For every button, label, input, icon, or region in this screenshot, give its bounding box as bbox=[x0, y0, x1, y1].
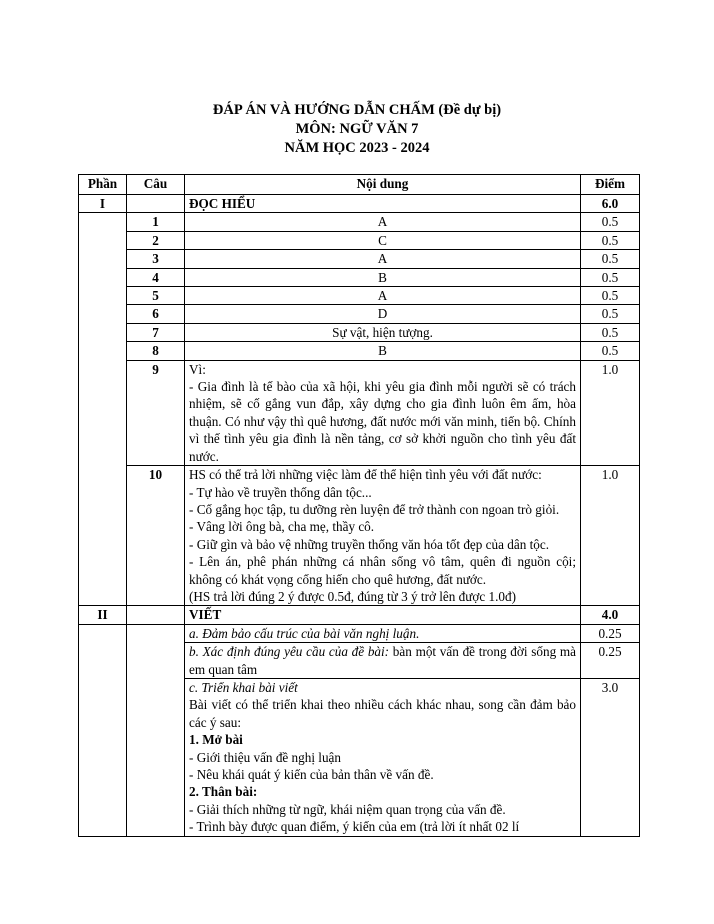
q9-content: Vì: - Gia đình là tế bào của xã hội, khi yêu gia đình mỗi người sẽ có trách nhiệm, sẽ cố gắng vun đắp, xây dựng cho gia đình luôn êm ấm, hòa thuận. Có như vậy thì quê hương, đất nước mới văn minh, tiến bộ. Chính vì thế tình yêu gia đình là nền tảng, cơ sở khởi nguồn cho tình yêu đất nước. bbox=[185, 360, 581, 465]
section-title: VIẾT bbox=[185, 606, 581, 624]
header-part: Phần bbox=[79, 175, 127, 195]
table-row: 5 A 0.5 bbox=[79, 287, 640, 305]
writing-c-content: c. Triển khai bài viết Bài viết có thể triển khai theo nhiều cách khác nhau, song cần đảm bảo các ý sau: 1. Mở bài - Giới thiệu vấn đề nghị luận - Nêu khái quát ý kiến của bản thân về vấn đề. 2. Thân bài: - Giải thích những từ ngữ, khái niệm quan trọng của vấn đề. - Trình bày được quan điểm, ý kiến của em (trả lời ít nhất 02 lí bbox=[185, 678, 581, 836]
table-header-row bbox=[79, 175, 640, 195]
q10-content: HS có thể trả lời những việc làm để thể hiện tình yêu với đất nước: - Tự hào về truyền thống dân tộc... - Cố gắng học tập, tu dưỡng rèn luyện để trở thành con ngoan trò giỏi. - Vâng lời ông bà, cha mẹ, thầy cô. - Giữ gìn và bảo vệ những truyền thống văn hóa tốt đẹp của dân tộc. - Lên án, phê phán những cá nhân sống vô tâm, quên đi nguồn cội; không có khát vọng cống hiến cho quê hương, đất nước. (HS trả lời đúng 2 ý được 0.5đ, đúng từ 3 ý trở lên được 1.0đ) bbox=[185, 466, 581, 606]
table-row-q10: 10 HS có thể trả lời những việc làm để thể hiện tình yêu với đất nước: - Tự hào về truyền thống dân tộc... - Cố gắng học tập, tu dưỡng rèn luyện để trở thành con ngoan trò giỏi. - Vâng lời ông bà, cha mẹ, thầy cô. - Giữ gìn và bảo vệ những truyền thống văn hóa tốt đẹp của dân tộc. - Lên án, phê phán những cá nhân sống vô tâm, quên đi nguồn cội; không có khát vọng cống hiến cho quê hương, đất nước. (HS trả lời đúng 2 ý được 0.5đ, đúng từ 3 ý trở lên được 1.0đ) 1.0 bbox=[79, 466, 640, 606]
section-part: I bbox=[79, 195, 127, 213]
table-row-writing-c: c. Triển khai bài viết Bài viết có thể triển khai theo nhiều cách khác nhau, song cần đảm bảo các ý sau: 1. Mở bài - Giới thiệu vấn đề nghị luận - Nêu khái quát ý kiến của bản thân về vấn đề. 2. Thân bài: - Giải thích những từ ngữ, khái niệm quan trọng của vấn đề. - Trình bày được quan điểm, ý kiến của em (trả lời ít nhất 02 lí 3.0 bbox=[79, 678, 640, 836]
document-title: ĐÁP ÁN VÀ HƯỚNG DẪN CHẤM (Đề dự bị) bbox=[212, 102, 502, 118]
section-score: 6.0 bbox=[581, 195, 640, 213]
section-part: II bbox=[79, 606, 127, 624]
table-row-writing-b: b. Xác định đúng yêu cầu của đề bài: bàn một vấn đề trong đời sống mà em quan tâm 0.25 bbox=[79, 643, 640, 679]
table-row: 3 A 0.5 bbox=[79, 250, 640, 268]
table-row-writing-a: a. Đảm bảo cấu trúc của bài văn nghị luận. 0.25 bbox=[79, 624, 640, 642]
header-content: Nội dung bbox=[185, 175, 581, 195]
section-title: ĐỌC HIỂU bbox=[185, 195, 581, 213]
table-row: 1 A 0.5 bbox=[79, 213, 640, 231]
table-row-q9: 9 Vì: - Gia đình là tế bào của xã hội, khi yêu gia đình mỗi người sẽ có trách nhiệm, sẽ cố gắng vun đắp, xây dựng cho gia đình luôn êm ấm, hòa thuận. Có như vậy thì quê hương, đất nước mới văn minh, tiến bộ. Chính vì thế tình yêu gia đình là nền tảng, cơ sở khởi nguồn cho tình yêu đất nước. 1.0 bbox=[79, 360, 640, 465]
table-row: 6 D 0.5 bbox=[79, 305, 640, 323]
header-score: Điểm bbox=[581, 175, 640, 195]
table-row: 7 Sự vật, hiện tượng. 0.5 bbox=[79, 323, 640, 341]
header-question: Câu bbox=[127, 175, 185, 195]
table-row: 4 B 0.5 bbox=[79, 268, 640, 286]
document-year: NĂM HỌC 2023 - 2024 bbox=[284, 140, 430, 156]
table-row: 2 C 0.5 bbox=[79, 231, 640, 249]
section-row-reading bbox=[79, 195, 640, 213]
answer-table bbox=[78, 174, 640, 837]
section-score: 4.0 bbox=[581, 606, 640, 624]
document-subject: MÔN: NGỮ VĂN 7 bbox=[295, 121, 419, 137]
section-row-writing bbox=[79, 606, 640, 624]
table-row: 8 B 0.5 bbox=[79, 342, 640, 360]
